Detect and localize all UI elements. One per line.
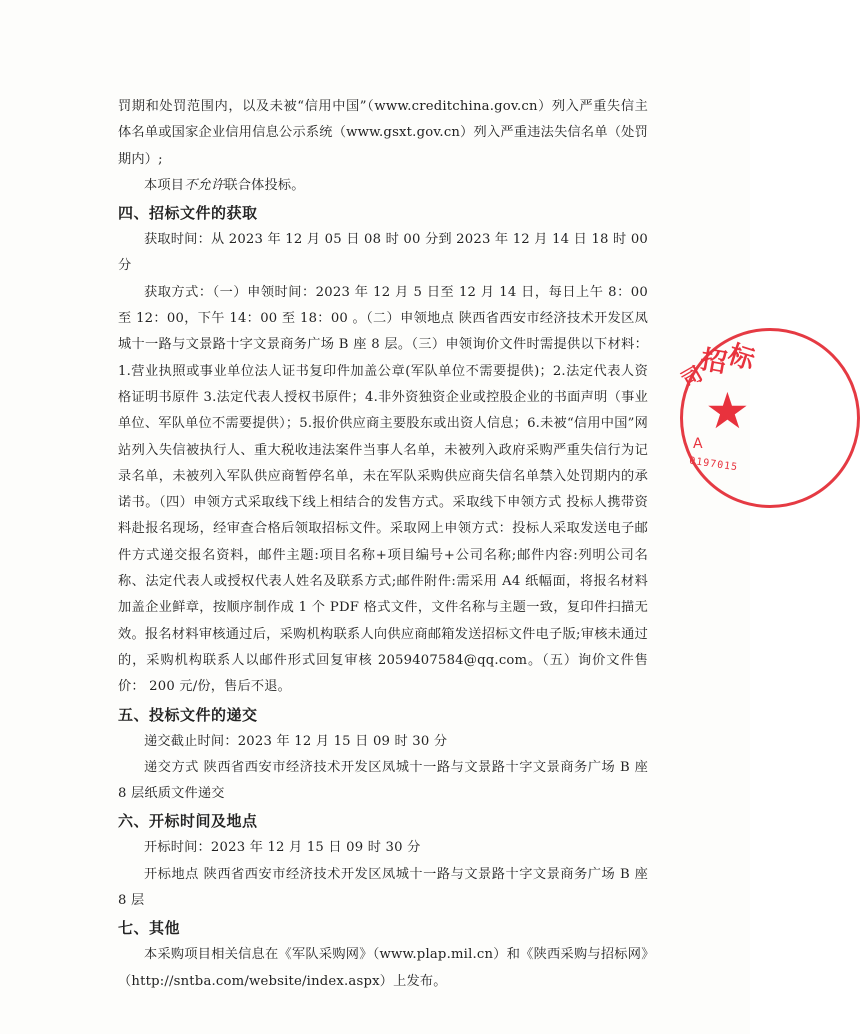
document-body [118, 94, 648, 995]
seal-number: 0197015 [688, 455, 739, 474]
other-info: 本采购项目相关信息在《军队采购网》（www.plap.mil.cn）和《陕西采购与招标网》（http://sntba.com/website/index.aspx）上发布。 [118, 947, 648, 989]
seal-char: 司 [677, 361, 707, 393]
section-4-title: 四、招标文件的获取 [118, 204, 258, 223]
acquire-time: 获取时间：从 2023 年 12 月 05 日 08 时 00 分到 2023 年 12 月 14 日 18 时 00 分 [118, 232, 648, 274]
consortium-prefix: 本项目 [144, 177, 185, 193]
intro-paragraph: 罚期和处罚范围内，以及未被“信用中国”（www.creditchina.gov.cn）列入严重失信主体名单或国家企业信用信息公示系统（www.gsxt.gov.cn）列入严重违法失信名单（处罚期内）; [118, 99, 648, 167]
consortium-paragraph [118, 173, 648, 199]
section-5-title: 五、投标文件的递交 [118, 705, 258, 724]
official-seal [677, 328, 860, 508]
seal-star-icon: ★ [705, 382, 750, 440]
section-6-title: 六、开标时间及地点 [118, 812, 258, 831]
consortium-suffix: 联合体投标。 [224, 177, 305, 193]
seal-char: 标 [724, 339, 759, 377]
submit-deadline: 递交截止时间：2023 年 12 月 15 日 09 时 30 分 [144, 733, 448, 749]
open-place: 开标地点 陕西省西安市经济技术开发区凤城十一路与文景路十字文景商务广场 B 座 8 层 [118, 866, 648, 909]
acquire-method: 获取方式：（一）申领时间：2023 年 12 月 5 日至 12 月 14 日，每日上午 8：00 至 12：00，下午 14：00 至 18：00 。（二）申领地点 陕西省西安市经济技术开发区凤城十一路与文景路十字文景商务广场 B 座 8 层。（三）申领询价文件时需提供以下材料：1.营业执照或事业单位法人证书复印件加盖公章(军队单位不需要提供)；2.法定代表人资格证明书原件 3.法定代表人授权书原件；4.非外资独资企业或控股企业的书面声明（事业单位、军队单位不需要提供）；5.报价供应商主要股东或出资人信息；6.未被“信用中国”网站列入失信被执行人、重大税收违法案件当事人名单，未被列入政府采购严重失信行为记录名单，未被列入军队供应商暂停名单，未在军队采购供应商失信名单禁入处罚期内的承诺书。（四）申领方式采取线下线上相结合的发售方式。采取线下申领方式 投标人携带资料赴报名现场，经审查合格后领取招标文件。采取网上申领方式：投标人采取发送电子邮件方式递交报名资料，邮件主题:项目名称+项目编号+公司名称;邮件内容:列明公司名称、法定代表人或授权代表人姓名及联系方式;邮件附件:需采用 A4 纸幅面，将报名材料加盖企业鲜章，按顺序制作成 1 个 PDF 格式文件，文件名称与主题一致，复印件扫描无效。报名材料审核通过后，采购机构联系人向供应商邮箱发送招标文件电子版;审核未通过的，采购机构联系人以邮件形式回复审核 2059407584@qq.com。（五）询价文件售价： 200 元/份，售后不退。 [118, 284, 648, 695]
consortium-value: 不允许 [184, 177, 225, 193]
section-7-title: 七、其他 [118, 919, 181, 938]
submit-method: 递交方式 陕西省西安市经济技术开发区凤城十一路与文景路十字文景商务广场 B 座 8 层纸质文件递交 [118, 759, 648, 802]
open-time: 开标时间：2023 年 12 月 15 日 09 时 30 分 [144, 840, 421, 856]
seal-letter: A [693, 436, 703, 452]
seal-char: 招 [698, 344, 729, 379]
